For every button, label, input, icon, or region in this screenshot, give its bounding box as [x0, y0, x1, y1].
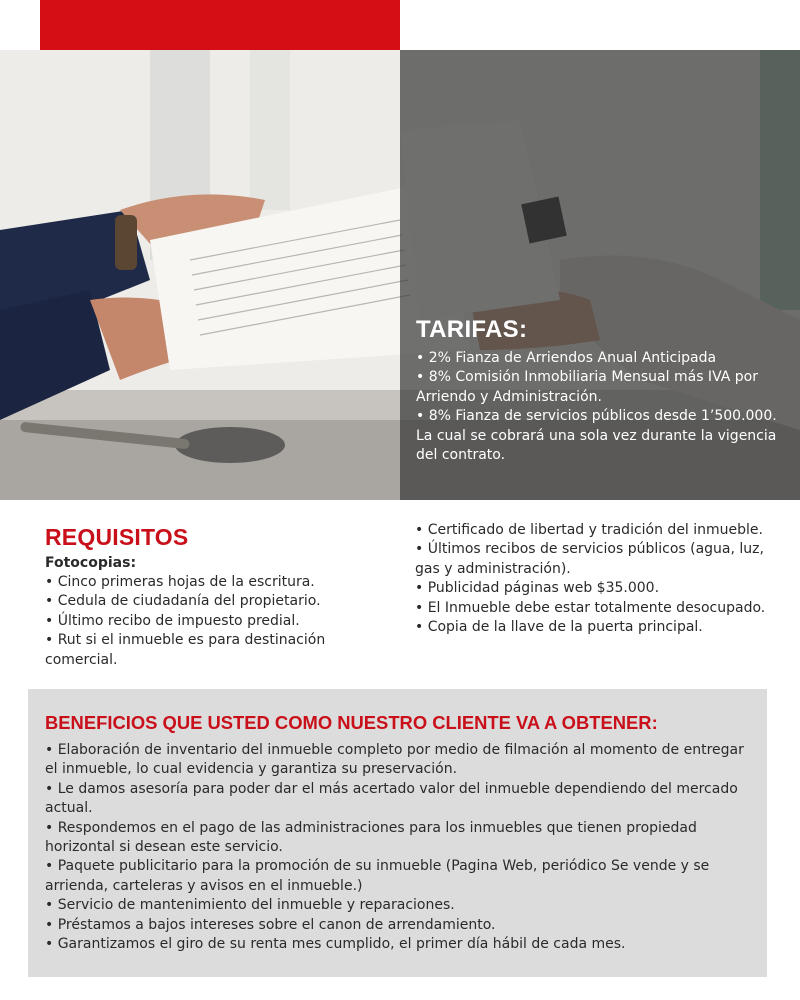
- beneficio-item: • Servicio de mantenimiento del inmueble y reparaciones.: [45, 897, 455, 914]
- requisito-item: • Publicidad páginas web $35.000.: [415, 580, 660, 597]
- requisito-item: • El Inmueble debe estar totalmente desocupado.: [415, 599, 766, 616]
- requisito-item: • Cedula de ciudadanía del propietario.: [45, 593, 321, 610]
- beneficio-item: • Le damos asesoría para poder dar el más acertado valor del inmueble dependiendo del mercado actual.: [45, 780, 738, 817]
- tarifas-list: [416, 349, 786, 465]
- tarifas-item: • 2% Fianza de Arriendos Anual Anticipada: [416, 350, 717, 366]
- requisitos-left-list: [45, 573, 390, 670]
- tarifas-heading: TARIFAS:: [416, 316, 528, 343]
- beneficio-item: • Garantizamos el giro de su renta mes cumplido, el primer día hábil de cada mes.: [45, 936, 626, 953]
- beneficio-item: • Paquete publicitario para la promoción de su inmueble (Pagina Web, periódico Se vende y se arrienda, carteleras y avisos en el inmueble.): [45, 858, 710, 894]
- beneficio-item: • Respondemos en el pago de las administraciones para los inmuebles que tienen propiedad horizontal si desean este servicio.: [45, 819, 697, 856]
- requisito-item: • Copia de la llave de la puerta principal.: [415, 619, 703, 636]
- beneficios-heading: BENEFICIOS QUE USTED COMO NUESTRO CLIENTE VA A OBTENER:: [45, 712, 658, 733]
- requisito-item: • Últimos recibos de servicios públicos (agua, luz, gas y administración).: [415, 541, 764, 577]
- top-red-bar: [40, 0, 400, 50]
- beneficio-item: • Elaboración de inventario del inmueble completo por medio de filmación al momento de entregar el inmueble, lo cual evidencia y garantiza su preservación.: [45, 742, 744, 778]
- requisito-item: • Cinco primeras hojas de la escritura.: [45, 574, 315, 590]
- requisito-item: • Certificado de libertad y tradición del inmueble.: [415, 522, 763, 538]
- requisito-item: • Último recibo de impuesto predial.: [45, 612, 300, 629]
- tarifas-item: • 8% Fianza de servicios públicos desde 1’500.000. La cual se cobrará una sola vez durante la vigencia del contrato.: [416, 408, 777, 464]
- fotocopias-subheading: Fotocopias:: [45, 555, 137, 571]
- tarifas-item: • 8% Comisión Inmobiliaria Mensual más IVA por Arriendo y Administración.: [416, 369, 758, 405]
- requisitos-right-list: [415, 521, 785, 637]
- beneficios-list: [45, 741, 757, 954]
- beneficio-item: • Préstamos a bajos intereses sobre el canon de arrendamiento.: [45, 916, 496, 933]
- requisito-item: • Rut si el inmueble es para destinación comercial.: [45, 632, 326, 668]
- requisitos-heading: REQUISITOS: [45, 524, 189, 550]
